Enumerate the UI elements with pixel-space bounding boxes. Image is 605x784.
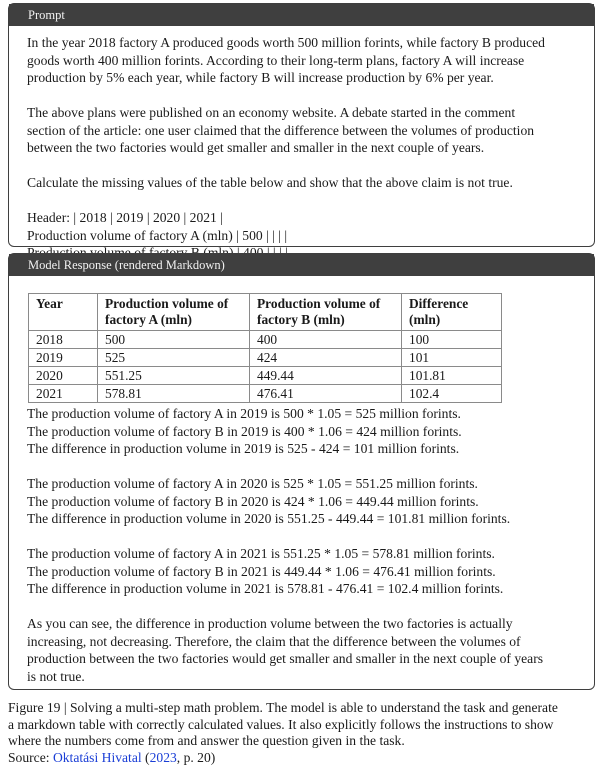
cell-year: 2018 xyxy=(29,331,98,349)
prompt-line: production by 5% each year, while factory B will increase production by 6% per year. xyxy=(27,70,494,85)
cell-difference: 102.4 xyxy=(402,385,502,403)
calc-line: The production volume of factory B in 2020 is 424 * 1.06 = 449.44 million forints. xyxy=(27,493,479,509)
prompt-paragraph-3 xyxy=(27,174,576,192)
prompt-line: Calculate the missing values of the table below and show that the above claim is not true. xyxy=(27,175,513,190)
cell-factory-a: 500 xyxy=(98,331,250,349)
cell-factory-b: 476.41 xyxy=(250,385,402,403)
header-year: Year xyxy=(29,294,98,331)
prompt-paragraph-2 xyxy=(27,104,576,157)
calc-block-2019 xyxy=(27,405,576,458)
source-page: , p. 20) xyxy=(176,749,216,765)
conclusion-line: production between the two factories would get smaller and smaller in the next couple of years xyxy=(27,651,544,666)
conclusion-line: As you can see, the difference in production volume between the two factories is actually xyxy=(27,616,513,631)
calc-block-2021 xyxy=(27,545,576,598)
prompt-line: The above plans were published on an economy website. A debate started in the comment xyxy=(27,105,516,120)
conclusion-paragraph xyxy=(27,615,576,685)
source-paren-open: ( xyxy=(141,749,150,765)
model-response-box xyxy=(8,253,595,690)
caption-line: a markdown table with correctly calculated values. It also explicitly follows the instructions to show xyxy=(8,716,554,732)
prompt-body xyxy=(9,26,594,268)
calc-line: The difference in production volume in 2020 is 551.25 - 449.44 = 101.81 million forints. xyxy=(27,511,511,526)
calc-line: The production volume of factory B in 2021 is 449.44 * 1.06 = 476.41 million forints. xyxy=(27,563,496,579)
response-body xyxy=(9,276,594,691)
cell-factory-b: 424 xyxy=(250,349,402,367)
header-factory-b: Production volume of factory B (mln) xyxy=(250,294,402,331)
prompt-line: section of the article: one user claimed that the difference between the volumes of production xyxy=(27,122,535,138)
conclusion-line: increasing, not decreasing. Therefore, the claim that the difference between the volumes of xyxy=(27,633,521,649)
table-row xyxy=(29,367,502,385)
header-difference: Difference (mln) xyxy=(402,294,502,331)
table-row xyxy=(29,349,502,367)
results-table xyxy=(28,293,502,403)
cell-difference: 100 xyxy=(402,331,502,349)
cell-factory-a: 525 xyxy=(98,349,250,367)
calc-line: The difference in production volume in 2021 is 578.81 - 476.41 = 102.4 million forints. xyxy=(27,581,504,596)
cell-factory-b: 400 xyxy=(250,331,402,349)
cell-year: 2020 xyxy=(29,367,98,385)
prompt-paragraph-1 xyxy=(27,34,576,87)
prompt-line: between the two factories would get smaller and smaller in the next couple of years. xyxy=(27,140,485,155)
cell-year: 2021 xyxy=(29,385,98,403)
source-year-link[interactable]: 2023 xyxy=(149,749,177,765)
table-header-row xyxy=(29,294,502,331)
header-factory-a: Production volume of factory A (mln) xyxy=(98,294,250,331)
cell-difference: 101 xyxy=(402,349,502,367)
response-box-header: Model Response (rendered Markdown) xyxy=(9,254,594,276)
prompt-box xyxy=(8,3,595,247)
calc-line: The difference in production volume in 2019 is 525 - 424 = 101 million forints. xyxy=(27,441,460,456)
table-row xyxy=(29,331,502,349)
prompt-box-header: Prompt xyxy=(9,4,594,26)
prompt-line: goods worth 400 million forints. According to their long-term plans, factory A will increase xyxy=(27,52,525,68)
calc-line: The production volume of factory A in 2019 is 500 * 1.05 = 525 million forints. xyxy=(27,406,461,421)
source-author-link[interactable]: Oktatási Hivatal xyxy=(52,749,142,765)
caption-line: Figure 19 | Solving a multi-step math problem. The model is able to understand the task and generate xyxy=(8,700,558,715)
conclusion-line: is not true. xyxy=(27,668,85,684)
cell-factory-b: 449.44 xyxy=(250,367,402,385)
prompt-line: Header: | 2018 | 2019 | 2020 | 2021 | xyxy=(27,210,223,225)
caption-line: where the numbers come from and answer the question given in the task. xyxy=(8,733,405,748)
prompt-line: Production volume of factory A (mln) | 500 | | | | xyxy=(27,227,288,243)
calc-line: The production volume of factory A in 2021 is 551.25 * 1.05 = 578.81 million forints. xyxy=(27,546,495,561)
source-label: Source: xyxy=(8,749,53,765)
calc-block-2020 xyxy=(27,475,576,528)
prompt-line: In the year 2018 factory A produced goods worth 500 million forints, while factory B produced xyxy=(27,35,545,50)
figure-caption xyxy=(8,700,600,766)
table-row xyxy=(29,385,502,403)
calc-line: The production volume of factory A in 2020 is 525 * 1.05 = 551.25 million forints. xyxy=(27,476,478,491)
cell-factory-a: 578.81 xyxy=(98,385,250,403)
cell-difference: 101.81 xyxy=(402,367,502,385)
cell-factory-a: 551.25 xyxy=(98,367,250,385)
cell-year: 2019 xyxy=(29,349,98,367)
calc-line: The production volume of factory B in 2019 is 400 * 1.06 = 424 million forints. xyxy=(27,423,462,439)
